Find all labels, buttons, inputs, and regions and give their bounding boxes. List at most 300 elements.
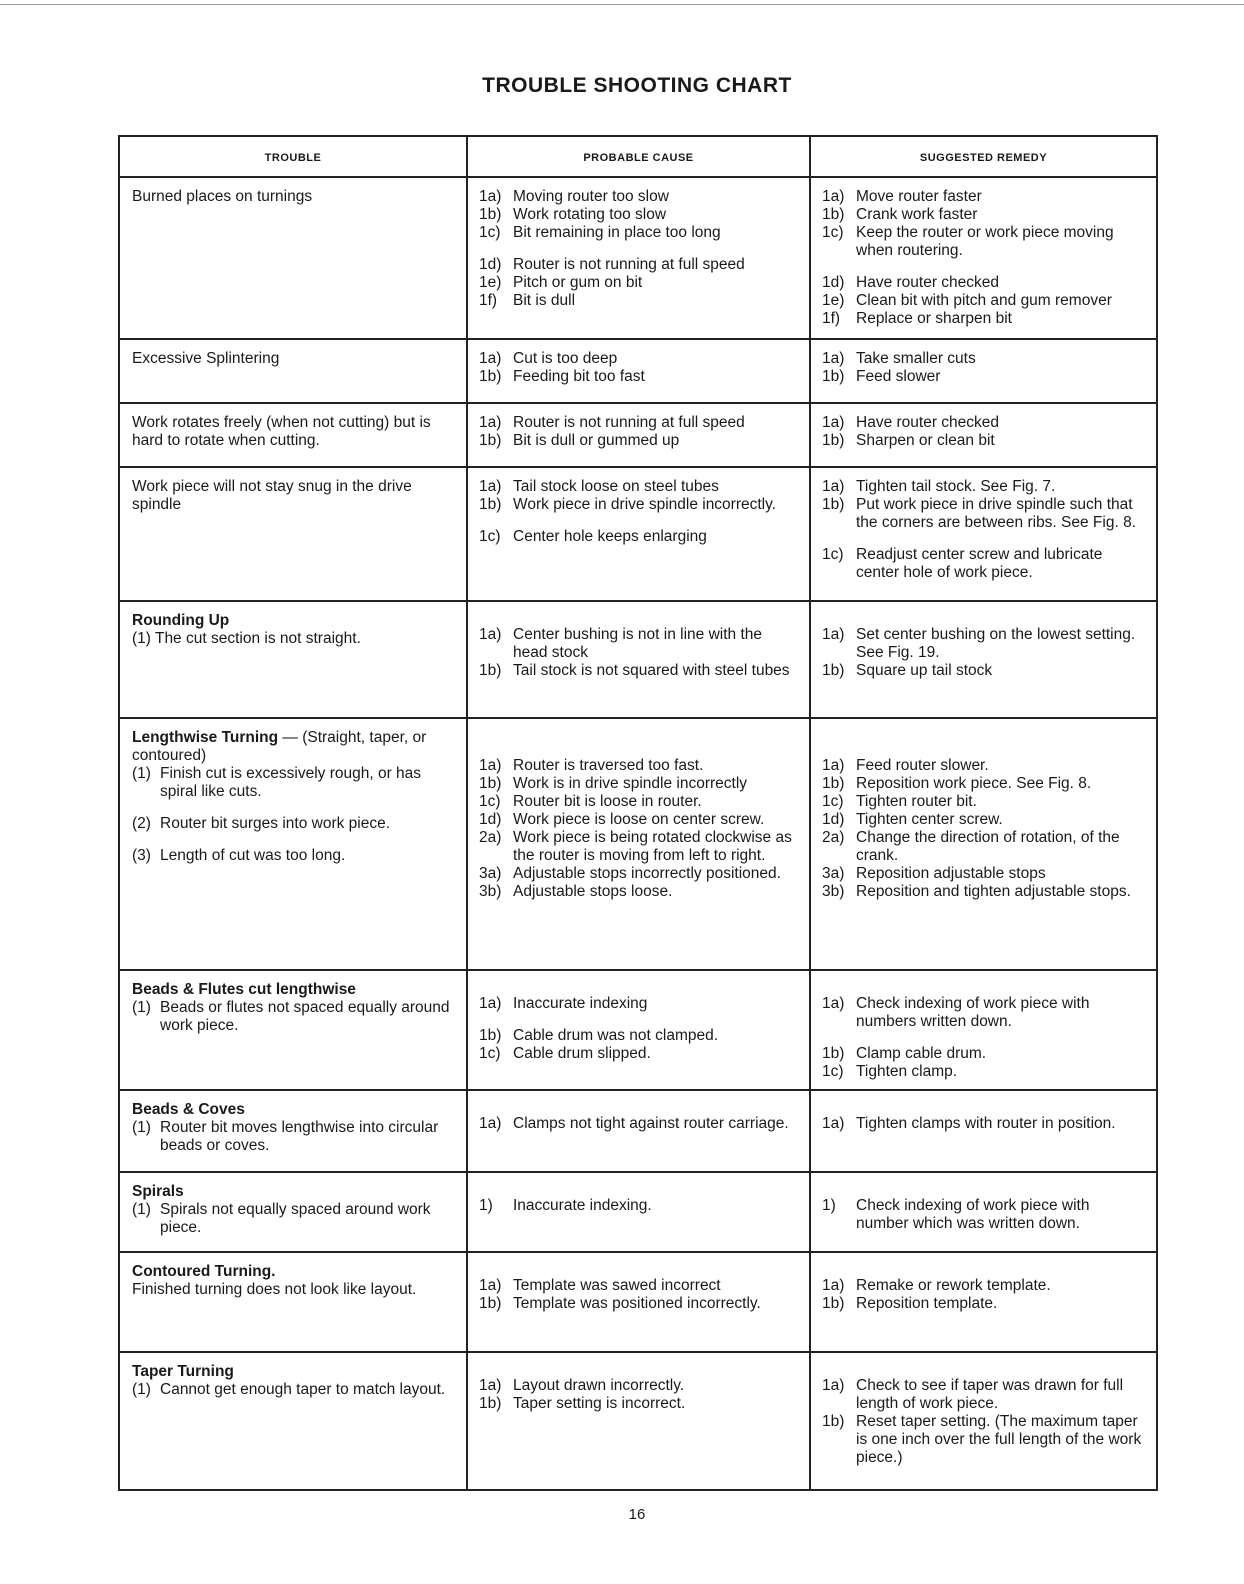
cause-item-label: 1a) (479, 626, 502, 643)
suggested-remedy-cell (810, 1172, 1157, 1252)
cause-item-text: Template was sawed incorrect (513, 1277, 721, 1294)
trouble-item-label: (1) (132, 1119, 151, 1136)
trouble-item (132, 1119, 456, 1155)
cause-item-label: 3b) (479, 883, 502, 900)
probable-cause-cell (467, 467, 810, 601)
remedy-item (822, 662, 1146, 680)
remedy-item (822, 1377, 1146, 1413)
cause-item-label: 1a) (479, 414, 502, 431)
trouble-shooting-table (118, 135, 1158, 1491)
cause-item-text: Template was positioned incorrectly. (513, 1295, 761, 1312)
table-row (119, 1090, 1157, 1172)
remedy-item (822, 757, 1146, 775)
remedy-item-text: Have router checked (856, 274, 1000, 291)
remedy-item-label: 1a) (822, 995, 845, 1012)
remedy-item (822, 496, 1146, 532)
cause-item-label: 1a) (479, 995, 502, 1012)
table-row (119, 467, 1157, 601)
cause-item-label: 1d) (479, 811, 502, 828)
cause-item-label: 1a) (479, 350, 502, 367)
cause-item (479, 414, 799, 432)
cause-item-label: 1b) (479, 1027, 502, 1044)
header-trouble: TROUBLE (119, 136, 467, 177)
cause-item-text: Bit remaining in place too long (513, 224, 721, 241)
trouble-item-text: Router bit surges into work piece. (160, 815, 391, 832)
remedy-item (822, 811, 1146, 829)
cause-item-label: 1) (479, 1197, 493, 1214)
trouble-item-text: Spirals not equally spaced around work piece. (160, 1201, 431, 1236)
cause-item-label: 1c) (479, 528, 501, 545)
remedy-item-label: 1a) (822, 188, 845, 205)
trouble-heading: Contoured Turning. (132, 1263, 276, 1280)
cause-item (479, 292, 799, 310)
remedy-item-label: 3b) (822, 883, 845, 900)
trouble-item-label: (1) (132, 1381, 151, 1398)
trouble-heading: Beads & Flutes cut lengthwise (132, 981, 356, 998)
trouble-heading: Beads & Coves (132, 1101, 245, 1118)
remedy-item (822, 1115, 1146, 1133)
trouble-item (132, 847, 456, 865)
page-title: TROUBLE SHOOTING CHART (482, 74, 792, 97)
cause-item (479, 274, 799, 292)
trouble-heading-line (132, 729, 456, 765)
trouble-item-label: (3) (132, 847, 151, 864)
probable-cause-cell (467, 177, 810, 339)
cause-item (479, 811, 799, 829)
remedy-item-text: Reposition work piece. See Fig. 8. (856, 775, 1092, 792)
probable-cause-cell (467, 601, 810, 718)
table-row (119, 403, 1157, 467)
cause-item (479, 995, 799, 1013)
cause-item-label: 1a) (479, 1115, 502, 1132)
probable-cause-cell (467, 1172, 810, 1252)
trouble-cell (119, 467, 467, 601)
remedy-item (822, 1045, 1146, 1063)
remedy-item-label: 1) (822, 1197, 836, 1214)
remedy-item-text: Tighten router bit. (856, 793, 977, 810)
cause-item (479, 350, 799, 368)
table-header-row (119, 136, 1157, 177)
remedy-item-label: 1b) (822, 1413, 845, 1430)
remedy-item-text: Check indexing of work piece with number which was written down. (856, 1197, 1090, 1232)
header-suggested-remedy: SUGGESTED REMEDY (810, 136, 1157, 177)
cause-item-label: 1b) (479, 1395, 502, 1412)
cause-item-label: 1d) (479, 256, 502, 273)
remedy-item (822, 206, 1146, 224)
trouble-item-label: (1) (132, 765, 151, 782)
trouble-cell (119, 970, 467, 1090)
suggested-remedy-cell (810, 339, 1157, 403)
remedy-item-text: Clean bit with pitch and gum remover (856, 292, 1112, 309)
cause-item (479, 1395, 799, 1413)
table-row (119, 718, 1157, 970)
spacer (822, 743, 1146, 757)
remedy-item-label: 1e) (822, 292, 845, 309)
cause-item (479, 1115, 799, 1133)
remedy-item (822, 188, 1146, 206)
trouble-text: (1) The cut section is not straight. (132, 630, 361, 647)
remedy-item (822, 224, 1146, 260)
cause-item-text: Cable drum slipped. (513, 1045, 651, 1062)
remedy-item (822, 1197, 1146, 1233)
trouble-heading-suffix: — (Straight, taper, or contoured) (132, 729, 427, 764)
trouble-cell (119, 1252, 467, 1352)
remedy-item (822, 829, 1146, 865)
remedy-item-label: 1b) (822, 775, 845, 792)
cause-item (479, 865, 799, 883)
cause-item-text: Router is not running at full speed (513, 256, 745, 273)
trouble-text: Work piece will not stay snug in the drive spindle (132, 478, 412, 513)
cause-item (479, 224, 799, 242)
cause-item (479, 478, 799, 496)
cause-item (479, 432, 799, 450)
cause-item-label: 1a) (479, 1377, 502, 1394)
remedy-item-text: Clamp cable drum. (856, 1045, 987, 1062)
cause-item-text: Layout drawn incorrectly. (513, 1377, 685, 1394)
cause-item-text: Taper setting is incorrect. (513, 1395, 686, 1412)
probable-cause-cell (467, 403, 810, 467)
remedy-item-text: Crank work faster (856, 206, 978, 223)
cause-item-text: Work piece in drive spindle incorrectly. (513, 496, 777, 513)
cause-item-text: Tail stock loose on steel tubes (513, 478, 719, 495)
cause-item-label: 1a) (479, 1277, 502, 1294)
suggested-remedy-cell (810, 1090, 1157, 1172)
cause-item-text: Work is in drive spindle incorrectly (513, 775, 748, 792)
remedy-item-text: Feed router slower. (856, 757, 989, 774)
remedy-item-label: 1c) (822, 224, 844, 241)
trouble-text: Burned places on turnings (132, 188, 313, 205)
trouble-heading-line (132, 1101, 456, 1119)
cause-item-label: 1b) (479, 496, 502, 513)
trouble-cell (119, 1352, 467, 1490)
remedy-item-text: Square up tail stock (856, 662, 993, 679)
trouble-cell (119, 1090, 467, 1172)
suggested-remedy-cell (810, 718, 1157, 970)
remedy-item-text: Readjust center screw and lubricate center hole of work piece. (856, 546, 1103, 581)
cause-item (479, 206, 799, 224)
spacer (822, 1183, 1146, 1197)
spacer (479, 1363, 799, 1377)
cause-item (479, 1027, 799, 1045)
trouble-item (132, 1201, 456, 1237)
remedy-item-label: 1d) (822, 274, 845, 291)
trouble-cell (119, 339, 467, 403)
cause-item (479, 1197, 799, 1215)
cause-item-text: Pitch or gum on bit (513, 274, 643, 291)
probable-cause-cell (467, 718, 810, 970)
remedy-item-text: Take smaller cuts (856, 350, 976, 367)
remedy-item-text: Reposition and tighten adjustable stops. (856, 883, 1131, 900)
suggested-remedy-cell (810, 1252, 1157, 1352)
spacer (822, 729, 1146, 743)
cause-item (479, 528, 799, 546)
remedy-item-text: Keep the router or work piece moving when routering. (856, 224, 1114, 259)
cause-item-label: 1a) (479, 478, 502, 495)
cause-item-text: Router is not running at full speed (513, 414, 745, 431)
remedy-item-label: 1b) (822, 206, 845, 223)
spacer (479, 612, 799, 626)
cause-item-text: Clamps not tight against router carriage. (513, 1115, 789, 1132)
table-row (119, 970, 1157, 1090)
cause-item-text: Center hole keeps enlarging (513, 528, 707, 545)
remedy-item-text: Replace or sharpen bit (856, 310, 1012, 327)
cause-item-text: Router is traversed too fast. (513, 757, 704, 774)
table-row (119, 1172, 1157, 1252)
remedy-item-label: 1f) (822, 310, 841, 327)
suggested-remedy-cell (810, 403, 1157, 467)
remedy-item-label: 1c) (822, 1063, 844, 1080)
remedy-item (822, 368, 1146, 386)
suggested-remedy-cell (810, 177, 1157, 339)
cause-item-text: Feeding bit too fast (513, 368, 645, 385)
probable-cause-cell (467, 339, 810, 403)
remedy-item-text: Put work piece in drive spindle such that the corners are between ribs. See Fig. 8. (856, 496, 1137, 531)
trouble-item-text: Beads or flutes not spaced equally around work piece. (160, 999, 450, 1034)
trouble-heading-line (132, 981, 456, 999)
remedy-item-text: Reposition adjustable stops (856, 865, 1046, 882)
remedy-item-label: 1a) (822, 757, 845, 774)
probable-cause-cell (467, 1090, 810, 1172)
table-row (119, 1252, 1157, 1352)
cause-item (479, 1045, 799, 1063)
spacer (822, 1363, 1146, 1377)
cause-item-label: 1a) (479, 757, 502, 774)
remedy-item (822, 310, 1146, 328)
cause-item-text: Bit is dull (513, 292, 576, 309)
cause-item (479, 775, 799, 793)
remedy-item-text: Check to see if taper was drawn for full length of work piece. (856, 1377, 1124, 1412)
trouble-item (132, 815, 456, 833)
cause-item-text: Bit is dull or gummed up (513, 432, 680, 449)
remedy-item (822, 478, 1146, 496)
spacer (822, 532, 1146, 546)
spacer (479, 729, 799, 743)
remedy-item (822, 1063, 1146, 1081)
trouble-heading-line (132, 612, 456, 630)
suggested-remedy-cell (810, 467, 1157, 601)
cause-item (479, 662, 799, 680)
cause-item-text: Tail stock is not squared with steel tubes (513, 662, 790, 679)
trouble-item-label: (2) (132, 815, 151, 832)
cause-item-label: 1b) (479, 368, 502, 385)
remedy-item-label: 1d) (822, 811, 845, 828)
trouble-item-text: Cannot get enough taper to match layout. (160, 1381, 446, 1398)
cause-item-text: Work piece is loose on center screw. (513, 811, 765, 828)
suggested-remedy-cell (810, 601, 1157, 718)
trouble-heading-line (132, 1183, 456, 1201)
spacer (479, 1101, 799, 1115)
spacer (822, 1101, 1146, 1115)
spacer (479, 1183, 799, 1197)
cause-item-label: 1f) (479, 292, 498, 309)
trouble-item-text: Router bit moves lengthwise into circular beads or coves. (160, 1119, 439, 1154)
remedy-item-label: 1c) (822, 546, 844, 563)
remedy-item-label: 1a) (822, 1277, 845, 1294)
cause-item (479, 188, 799, 206)
cause-item (479, 829, 799, 865)
cause-item (479, 1277, 799, 1295)
cause-item-text: Work rotating too slow (513, 206, 667, 223)
cause-item-label: 1e) (479, 274, 502, 291)
remedy-item (822, 414, 1146, 432)
cause-item-text: Cut is too deep (513, 350, 618, 367)
cause-item-label: 1c) (479, 1045, 501, 1062)
trouble-item-text: Finish cut is excessively rough, or has spiral like cuts. (160, 765, 422, 800)
cause-item (479, 793, 799, 811)
table-body (119, 177, 1157, 1490)
remedy-item (822, 626, 1146, 662)
cause-item (479, 368, 799, 386)
remedy-item (822, 995, 1146, 1031)
table-row (119, 601, 1157, 718)
cause-item-text: Inaccurate indexing. (513, 1197, 652, 1214)
trouble-heading: Taper Turning (132, 1363, 234, 1380)
remedy-item-label: 1b) (822, 368, 845, 385)
probable-cause-cell (467, 1252, 810, 1352)
trouble-heading-line (132, 1363, 456, 1381)
trouble-heading: Lengthwise Turning (132, 729, 279, 746)
remedy-item-text: Tighten clamps with router in position. (856, 1115, 1116, 1132)
trouble-item (132, 1381, 456, 1399)
table-row (119, 177, 1157, 339)
remedy-item-text: Change the direction of rotation, of the crank. (856, 829, 1120, 864)
trouble-item-text: Length of cut was too long. (160, 847, 346, 864)
cause-item (479, 1295, 799, 1313)
spacer (479, 242, 799, 256)
cause-item-text: Center bushing is not in line with the head stock (513, 626, 763, 661)
cause-item-label: 1b) (479, 206, 502, 223)
suggested-remedy-cell (810, 970, 1157, 1090)
remedy-item-label: 1a) (822, 478, 845, 495)
remedy-item-text: Tighten tail stock. See Fig. 7. (856, 478, 1056, 495)
trouble-text: Finished turning does not look like layout. (132, 1281, 417, 1298)
remedy-item-text: Have router checked (856, 414, 1000, 431)
remedy-item (822, 546, 1146, 582)
cause-item-text: Router bit is loose in router. (513, 793, 702, 810)
header-probable-cause: PROBABLE CAUSE (467, 136, 810, 177)
remedy-item-label: 1b) (822, 662, 845, 679)
remedy-item-label: 1b) (822, 432, 845, 449)
remedy-item-text: Feed slower (856, 368, 941, 385)
cause-item-label: 1c) (479, 793, 501, 810)
remedy-item-label: 1b) (822, 1045, 845, 1062)
spacer (822, 1263, 1146, 1277)
remedy-item-text: Set center bushing on the lowest setting. See Fig. 19. (856, 626, 1136, 661)
spacer (822, 981, 1146, 995)
trouble-item-label: (1) (132, 999, 151, 1016)
spacer (479, 1013, 799, 1027)
remedy-item-label: 1b) (822, 496, 845, 513)
remedy-item-label: 1a) (822, 626, 845, 643)
trouble-heading: Rounding Up (132, 612, 230, 629)
cause-item-label: 2a) (479, 829, 502, 846)
trouble-item (132, 999, 456, 1035)
cause-item-text: Inaccurate indexing (513, 995, 648, 1012)
cause-item-text: Adjustable stops incorrectly positioned. (513, 865, 781, 882)
cause-item (479, 757, 799, 775)
remedy-item-text: Tighten clamp. (856, 1063, 958, 1080)
page-number: 16 (628, 1506, 646, 1523)
trouble-text: Work rotates freely (when not cutting) but is hard to rotate when cutting. (132, 414, 431, 449)
remedy-item-text: Remake or rework template. (856, 1277, 1051, 1294)
cause-item-label: 3a) (479, 865, 502, 882)
cause-item (479, 496, 799, 514)
cause-item-text: Cable drum was not clamped. (513, 1027, 719, 1044)
top-rule (0, 4, 1244, 5)
remedy-item-label: 2a) (822, 829, 845, 846)
trouble-cell (119, 601, 467, 718)
spacer (822, 1031, 1146, 1045)
trouble-item-label: (1) (132, 1201, 151, 1218)
cause-item (479, 883, 799, 901)
remedy-item-text: Reposition template. (856, 1295, 998, 1312)
trouble-text: Excessive Splintering (132, 350, 280, 367)
remedy-item-label: 1a) (822, 1115, 845, 1132)
spacer (822, 260, 1146, 274)
remedy-item-label: 1c) (822, 793, 844, 810)
remedy-item (822, 883, 1146, 901)
remedy-item (822, 292, 1146, 310)
trouble-cell (119, 403, 467, 467)
spacer (132, 833, 456, 847)
cause-item-label: 1b) (479, 1295, 502, 1312)
remedy-item-label: 1a) (822, 350, 845, 367)
cause-item-label: 1b) (479, 432, 502, 449)
cause-item (479, 1377, 799, 1395)
spacer (479, 743, 799, 757)
remedy-item (822, 865, 1146, 883)
cause-item-label: 1b) (479, 775, 502, 792)
remedy-item-label: 1a) (822, 414, 845, 431)
trouble-item (132, 765, 456, 801)
remedy-item-text: Move router faster (856, 188, 982, 205)
cause-item-text: Adjustable stops loose. (513, 883, 673, 900)
table-row (119, 1352, 1157, 1490)
cause-item-text: Moving router too slow (513, 188, 669, 205)
remedy-item (822, 775, 1146, 793)
spacer (479, 981, 799, 995)
remedy-item (822, 1277, 1146, 1295)
remedy-item-text: Tighten center screw. (856, 811, 1003, 828)
remedy-item (822, 793, 1146, 811)
remedy-item (822, 274, 1146, 292)
remedy-item-label: 1a) (822, 1377, 845, 1394)
remedy-item (822, 1413, 1146, 1467)
trouble-heading: Spirals (132, 1183, 184, 1200)
spacer (479, 1263, 799, 1277)
trouble-cell (119, 177, 467, 339)
cause-item-label: 1c) (479, 224, 501, 241)
trouble-cell (119, 1172, 467, 1252)
remedy-item-text: Reset taper setting. (The maximum taper is one inch over the full length of the work piece.) (856, 1413, 1142, 1466)
table-row (119, 339, 1157, 403)
remedy-item (822, 432, 1146, 450)
cause-item-text: Work piece is being rotated clockwise as the router is moving from left to right. (513, 829, 792, 864)
probable-cause-cell (467, 1352, 810, 1490)
remedy-item-label: 3a) (822, 865, 845, 882)
cause-item-label: 1a) (479, 188, 502, 205)
cause-item (479, 256, 799, 274)
probable-cause-cell (467, 970, 810, 1090)
cause-item-label: 1b) (479, 662, 502, 679)
remedy-item (822, 1295, 1146, 1313)
remedy-item-text: Sharpen or clean bit (856, 432, 995, 449)
spacer (132, 801, 456, 815)
trouble-cell (119, 718, 467, 970)
cause-item (479, 626, 799, 662)
remedy-item-text: Check indexing of work piece with numbers written down. (856, 995, 1090, 1030)
suggested-remedy-cell (810, 1352, 1157, 1490)
